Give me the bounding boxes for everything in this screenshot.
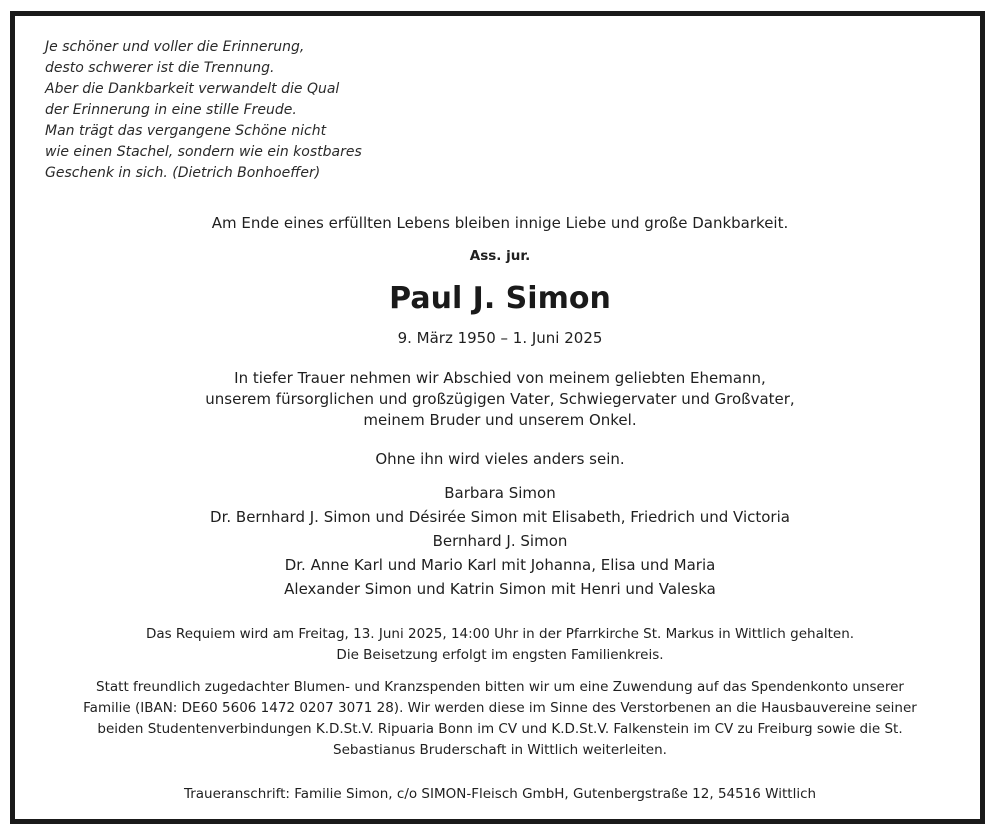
- quote-line: der Erinnerung in eine stille Freude.: [45, 102, 297, 118]
- condolence-address: Traueranschrift: Familie Simon, c/o SIMON-Fleisch GmbH, Gutenbergstraße 12, 54516 Wittlich: [183, 786, 817, 802]
- quote-line: Je schöner und voller die Erinnerung,: [45, 39, 305, 55]
- life-dates: 9. März 1950 – 1. Juni 2025: [397, 329, 603, 347]
- requiem-line: Das Requiem wird am Freitag, 13. Juni 2025, 14:00 Uhr in der Pfarrkirche St. Markus in Wittlich gehalten.: [145, 626, 855, 642]
- quote-line: wie einen Stachel, sondern wie ein kostbares: [45, 144, 362, 160]
- requiem-line: Die Beisetzung erfolgt im engsten Familienkreis.: [336, 647, 664, 663]
- quote-line: Man trägt das vergangene Schöne nicht: [45, 123, 327, 139]
- mourner-entry: Barbara Simon: [444, 484, 556, 502]
- deceased-name: Paul J. Simon: [389, 281, 611, 316]
- mourner-entry: Dr. Bernhard J. Simon und Désirée Simon mit Elisabeth, Friedrich und Victoria: [210, 508, 790, 526]
- donation-line: Familie (IBAN: DE60 5606 1472 0207 3071 28). Wir werden diese im Sinne des Verstorbenen an die Hausbauvereine seiner: [83, 700, 917, 716]
- quote-line: desto schwerer ist die Trennung.: [45, 60, 275, 76]
- mourner-entry: Alexander Simon und Katrin Simon mit Henri und Valeska: [284, 580, 716, 598]
- mourning-line: unserem fürsorglichen und großzügigen Vater, Schwiegervater und Großvater,: [205, 390, 795, 408]
- donation-line: beiden Studentenverbindungen K.D.St.V. Ripuaria Bonn im CV und K.D.St.V. Falkenstein im CV zu Freiburg sowie die St.: [97, 721, 903, 737]
- bonhoeffer-quote: [45, 37, 362, 184]
- mourner-entry: Dr. Anne Karl und Mario Karl mit Johanna, Elisa und Maria: [284, 556, 716, 574]
- quote-line: Aber die Dankbarkeit verwandelt die Qual: [45, 81, 340, 97]
- closing-text: Ohne ihn wird vieles anders sein.: [375, 450, 625, 468]
- mourning-text: [0, 368, 1000, 431]
- mourning-line: meinem Bruder und unserem Onkel.: [363, 411, 637, 429]
- mourning-line: In tiefer Trauer nehmen wir Abschied von meinem geliebten Ehemann,: [234, 369, 766, 387]
- academic-title: Ass. jur.: [469, 248, 531, 264]
- donation-line: Statt freundlich zugedachter Blumen- und Kranzspenden bitten wir um eine Zuwendung auf das Spendenkonto unserer: [96, 679, 904, 695]
- mourners-list: [0, 481, 1000, 601]
- donation-info: [0, 677, 1000, 761]
- donation-line: Sebastianus Bruderschaft in Wittlich weiterleiten.: [333, 742, 667, 758]
- requiem-info: [0, 624, 1000, 666]
- intro-text: Am Ende eines erfüllten Lebens bleiben innige Liebe und große Dankbarkeit.: [211, 214, 789, 232]
- mourner-entry: Bernhard J. Simon: [432, 532, 568, 550]
- quote-line: Geschenk in sich. (Dietrich Bonhoeffer): [45, 165, 321, 181]
